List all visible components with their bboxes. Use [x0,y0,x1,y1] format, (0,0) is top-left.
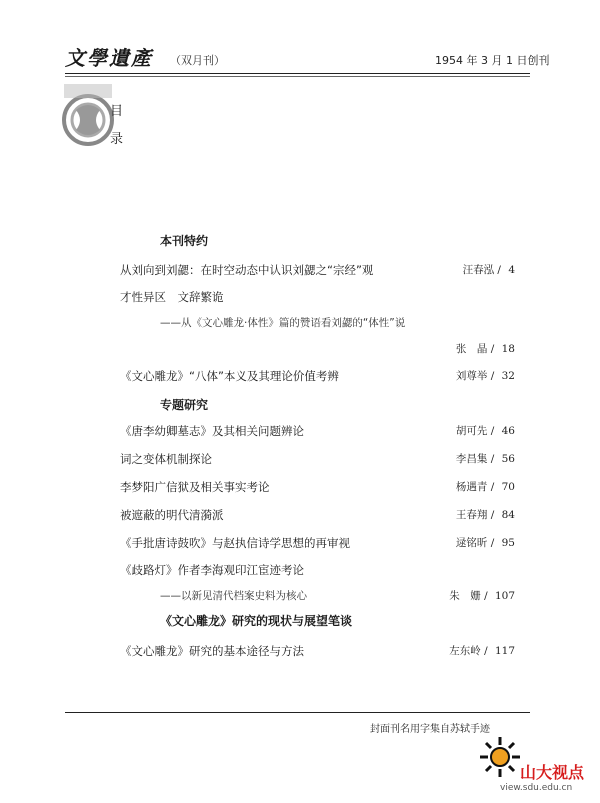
toc-entry-title[interactable]: 词之变体机制探论 [120,452,212,466]
toc-entry-author: 王春翔 / 84 [455,509,515,521]
footer-rule [65,712,530,713]
header-rule-thin [65,76,530,77]
toc-entry-author: 杨遇青 / 70 [455,481,515,493]
toc-entry-author: 张 晶 / 18 [455,343,515,355]
toc-label-mu: 目 [110,104,124,119]
toc-entry-title[interactable]: 《文心雕龙》“八体”本义及其理论价值考辨 [120,369,339,383]
section-heading: 专题研究 [160,398,209,412]
journal-frequency: （双月刊） [170,54,225,67]
toc-entry-author: 朱 姗 / 107 [449,590,515,602]
decorative-seal-icon [62,80,114,158]
toc-entry-title[interactable]: 《唐李幼卿墓志》及其相关问题辨论 [120,424,304,438]
watermark-url: view.sdu.edu.cn [500,783,573,793]
toc-entry-title[interactable]: 《歧路灯》作者李海观印江宦迹考论 [120,563,304,577]
toc-entry-author: 逯铭昕 / 95 [455,537,515,549]
toc-entry-author: 李昌集 / 56 [455,453,515,465]
section-heading: 《文心雕龙》研究的现状与展望笔谈 [160,614,353,628]
toc-entry-title[interactable]: 《手批唐诗鼓吹》与赵执信诗学思想的再审视 [120,536,350,550]
toc-entry-author: 汪春泓 / 4 [462,264,515,276]
toc-entry-title[interactable]: 被遮蔽的明代清漪派 [120,508,224,522]
watermark-logo-text: 山大视点 [520,763,585,782]
toc-entry-title[interactable]: 《文心雕龙》研究的基本途径与方法 [120,644,304,658]
founding-date: 1954 年 3 月 1 日创刊 [435,54,550,67]
toc-entry-author: 胡可先 / 46 [455,425,515,437]
toc-label-lu: 录 [110,132,124,147]
header-rule [65,73,530,74]
toc-entry-title[interactable]: 李梦阳广信狱及相关事实考论 [120,480,270,494]
cover-credit-note: 封面刊名用字集自苏轼手迹 [370,724,490,735]
toc-entry-subtitle[interactable]: ——以新见清代档案史料为核心 [160,590,307,602]
sun-logo-icon [478,735,522,779]
toc-entry-title[interactable]: 从刘向到刘勰：在时空动态中认识刘勰之“宗经”观 [120,263,374,277]
journal-title: 文學遺產 [65,46,153,70]
toc-entry-author: 刘尊举 / 32 [455,370,515,382]
toc-entry-subtitle[interactable]: ——从《文心雕龙·体性》篇的赞语看刘勰的“体性”说 [160,317,406,329]
toc-entry-title[interactable]: 才性异区 文辞繁诡 [120,290,224,304]
section-heading: 本刊特约 [160,234,209,248]
toc-entry-author: 左东岭 / 117 [449,645,515,657]
